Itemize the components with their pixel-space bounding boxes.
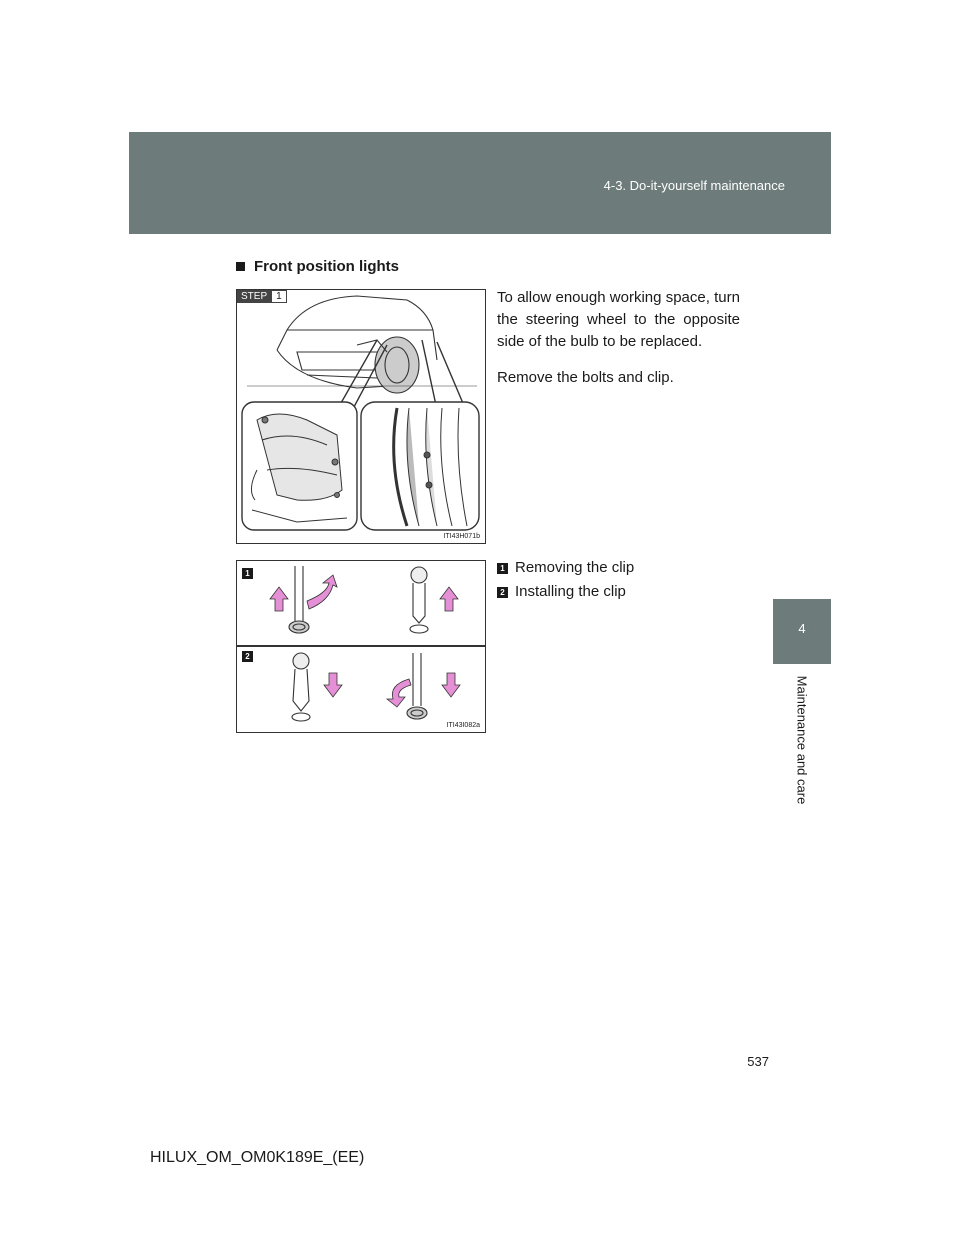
section-title: 4-3. Do-it-yourself maintenance — [603, 178, 785, 193]
instruction-text — [497, 287, 740, 403]
section-heading — [236, 258, 399, 275]
header-band — [129, 132, 831, 234]
legend-number: 1 — [497, 563, 508, 574]
paragraph: Remove the bolts and clip. — [497, 369, 674, 386]
step-number: 1 — [271, 290, 287, 303]
page-number: 537 — [747, 1054, 769, 1069]
legend-item — [497, 556, 634, 580]
step-marker-1: 1 — [242, 568, 253, 579]
chapter-number: 4 — [798, 621, 806, 636]
legend-item — [497, 580, 634, 604]
figure-bumper-removal — [236, 289, 486, 544]
chapter-tab — [773, 599, 831, 664]
step-word: STEP — [237, 290, 271, 303]
figure-code: ITI43H071b — [443, 533, 480, 540]
vehicle-illustration — [237, 290, 485, 543]
chapter-label: Maintenance and care — [794, 675, 810, 805]
bullet-square-icon — [236, 262, 245, 271]
footer-code: HILUX_OM_OM0K189E_(EE) — [150, 1149, 365, 1166]
step-marker-2: 2 — [242, 651, 253, 662]
figure-legend — [497, 556, 634, 604]
figure-code: ITI43I082a — [446, 722, 480, 729]
legend-text: Removing the clip — [515, 559, 635, 576]
clip-illustration — [237, 561, 485, 732]
figure-clip-steps — [236, 560, 486, 733]
legend-text: Installing the clip — [515, 583, 626, 600]
paragraph: To allow enough working space, turn the steering wheel to the opposite side of the bulb to be replaced. — [497, 289, 740, 350]
section-heading-text: Front position lights — [254, 258, 399, 275]
legend-number: 2 — [497, 587, 508, 598]
